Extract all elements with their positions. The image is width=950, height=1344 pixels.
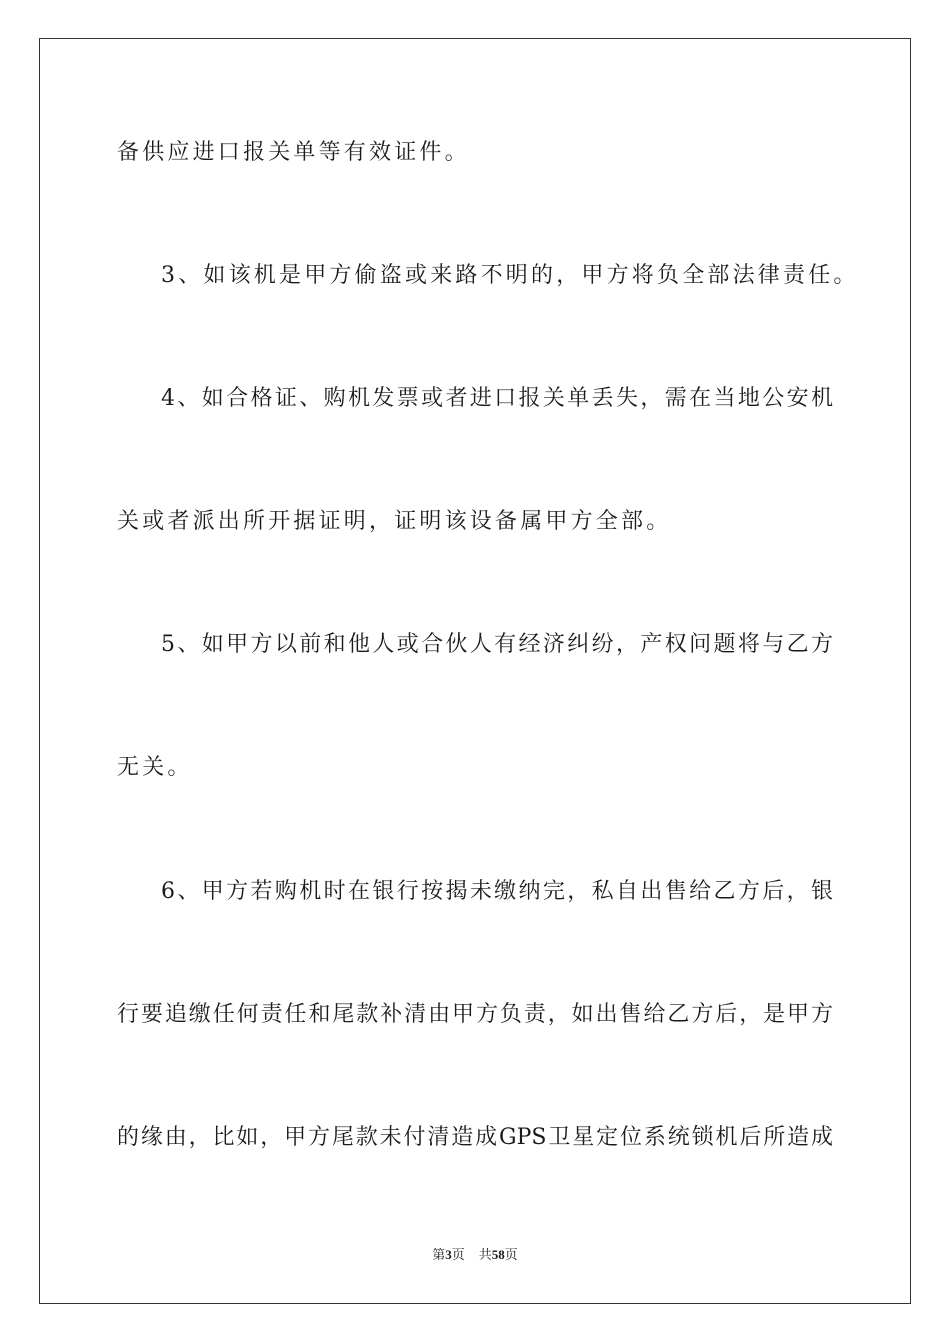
page-footer xyxy=(0,1247,950,1263)
paragraph-line: 关或者派出所开据证明，证明该设备属甲方全部。 xyxy=(117,509,672,534)
paragraph-line: 的缘由，比如，甲方尾款未付清造成GPS卫星定位系统锁机后所造成 xyxy=(117,1125,833,1150)
total-pages: 58 xyxy=(491,1247,505,1262)
paragraph-line: 行要追缴任何责任和尾款补清由甲方负责，如出售给乙方后，是甲方 xyxy=(117,1002,833,1027)
total-suffix: 页 xyxy=(504,1247,518,1262)
paragraph-line: 3、如该机是甲方偷盗或来路不明的，甲方将负全部法律责任。 xyxy=(161,263,859,288)
total-prefix: 共 xyxy=(478,1247,492,1262)
paragraph-line: 5、如甲方以前和他人或合伙人有经济纠纷，产权问题将与乙方 xyxy=(161,632,833,657)
page-suffix: 页 xyxy=(451,1247,465,1262)
page-border xyxy=(39,38,911,1304)
paragraph-line: 备供应进口报关单等有效证件。 xyxy=(117,140,470,165)
paragraph-line: 6、甲方若购机时在银行按揭未缴纳完，私自出售给乙方后，银 xyxy=(161,879,833,904)
page-prefix: 第 xyxy=(432,1247,446,1262)
paragraph-line: 无关。 xyxy=(117,755,193,780)
page-number: 3 xyxy=(445,1247,452,1262)
paragraph-line: 4、如合格证、购机发票或者进口报关单丢失，需在当地公安机 xyxy=(161,386,833,411)
